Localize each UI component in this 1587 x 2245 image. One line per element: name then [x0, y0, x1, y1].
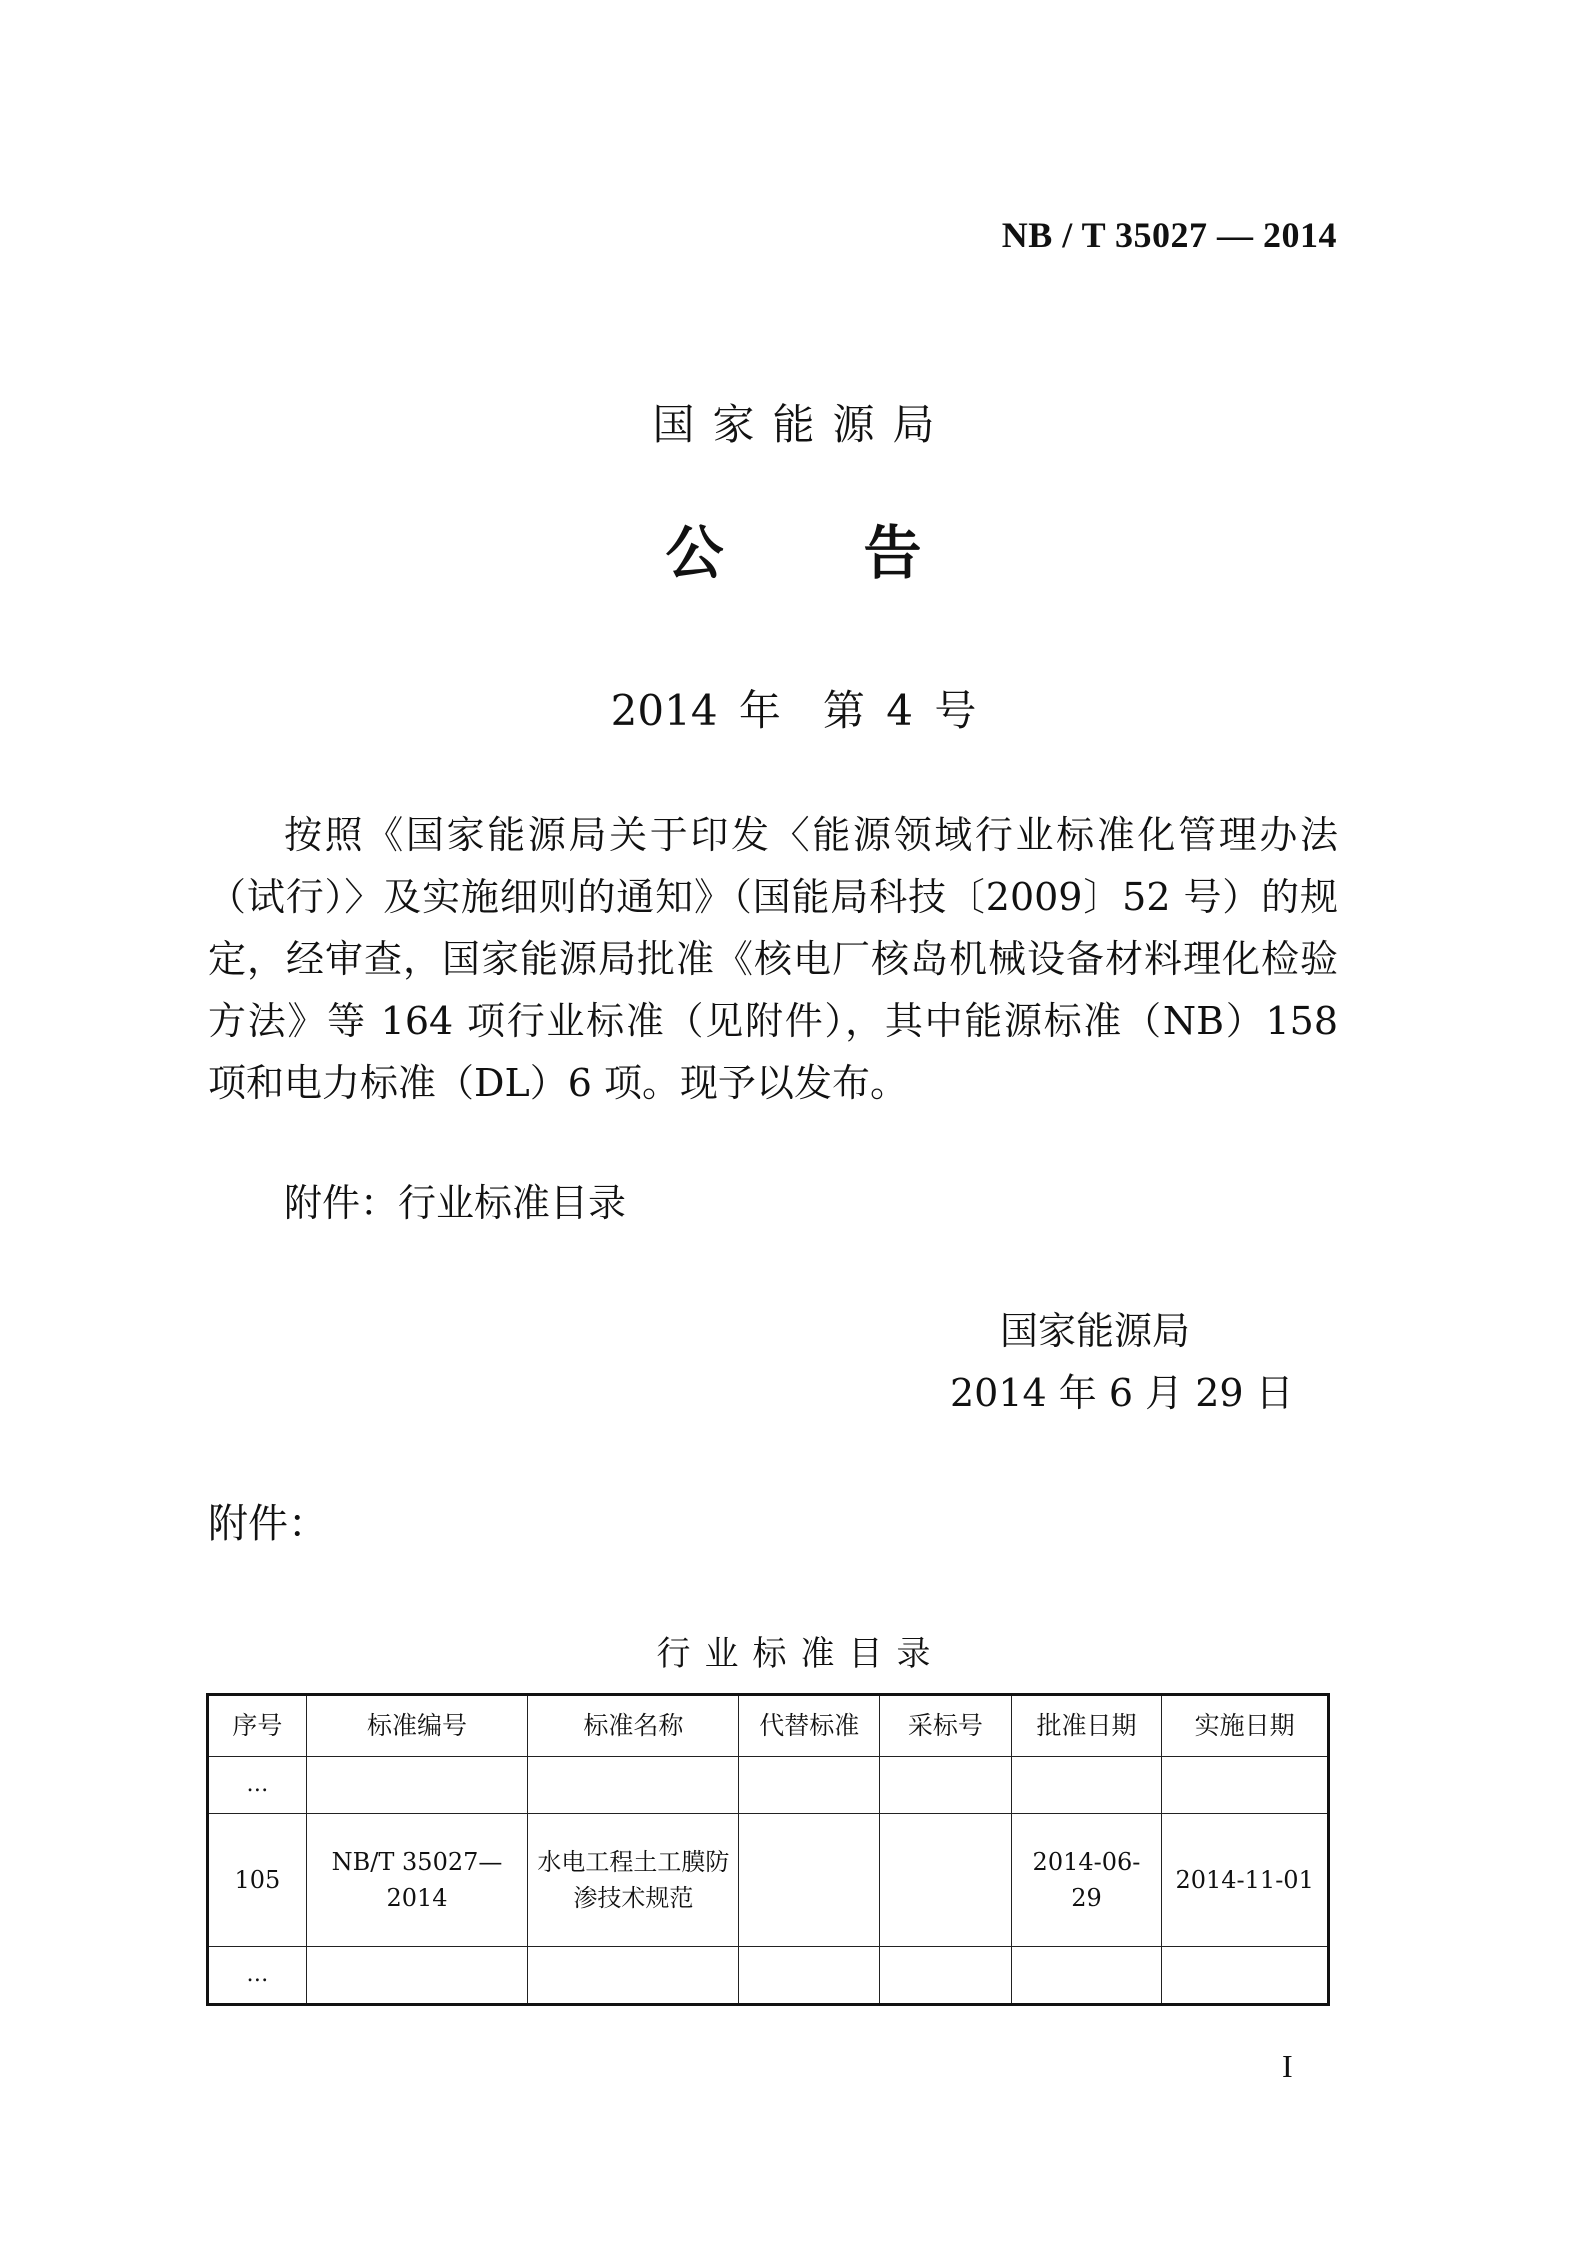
cell-replaces	[739, 1814, 880, 1947]
table-header-row	[208, 1695, 1329, 1757]
column-header-approved: 批准日期	[1011, 1695, 1162, 1757]
column-header-seq: 序号	[208, 1695, 307, 1757]
column-header-replaces: 代替标准	[739, 1695, 880, 1757]
attachment-note: 附件：行业标准目录	[284, 1181, 627, 1225]
cell-seq: …	[208, 1757, 307, 1814]
cell-code	[306, 1757, 527, 1814]
agency-heading: 国家能源局	[652, 400, 953, 449]
cell-name: 水电工程土工膜防渗技术规范	[528, 1814, 739, 1947]
page-number: I	[1282, 2048, 1293, 2084]
cell-name	[528, 1757, 739, 1814]
column-header-code: 标准编号	[306, 1695, 527, 1757]
cell-effective	[1162, 1757, 1329, 1814]
standard-code: NB / T 35027 — 2014	[1001, 215, 1337, 255]
cell-approved: 2014-06-29	[1011, 1814, 1162, 1947]
table-title: 行业标准目录	[656, 1634, 945, 1674]
cell-code: NB/T 35027—2014	[306, 1814, 527, 1947]
cell-adopted	[880, 1814, 1012, 1947]
issue-number: 2014 年 第 4 号	[610, 686, 977, 735]
cell-effective	[1162, 1947, 1329, 2005]
table-row	[208, 1814, 1329, 1947]
cell-name	[528, 1947, 739, 2005]
column-header-name: 标准名称	[528, 1695, 739, 1757]
cell-adopted	[880, 1757, 1012, 1814]
table-row	[208, 1947, 1329, 2005]
cell-replaces	[739, 1947, 880, 2005]
cell-replaces	[739, 1757, 880, 1814]
cell-code	[306, 1947, 527, 2005]
notice-body: 按照《国家能源局关于印发〈能源领域行业标准化管理办法（试行）〉及实施细则的通知》（国能局科技〔2009〕52 号）的规定，经审查，国家能源局批准《核电厂核岛机械设备材料理化检验方法》等 164 项行业标准（见附件），其中能源标准（NB）158 项和电力标准（DL）6 项。现予以发布。	[208, 813, 1338, 1105]
column-header-effective: 实施日期	[1162, 1695, 1329, 1757]
cell-adopted	[880, 1947, 1012, 2005]
signature-date: 2014 年 6 月 29 日	[950, 1371, 1294, 1415]
cell-seq: …	[208, 1947, 307, 2005]
notice-title: 公告	[665, 519, 1062, 587]
cell-effective: 2014-11-01	[1162, 1814, 1329, 1947]
attachment-heading: 附件：	[208, 1501, 328, 1547]
cell-approved	[1011, 1757, 1162, 1814]
table-row	[208, 1757, 1329, 1814]
column-header-adopted: 采标号	[880, 1695, 1012, 1757]
standards-table	[206, 1693, 1330, 2006]
cell-approved	[1011, 1947, 1162, 2005]
cell-seq: 105	[208, 1814, 307, 1947]
signature-organization: 国家能源局	[1000, 1309, 1191, 1353]
